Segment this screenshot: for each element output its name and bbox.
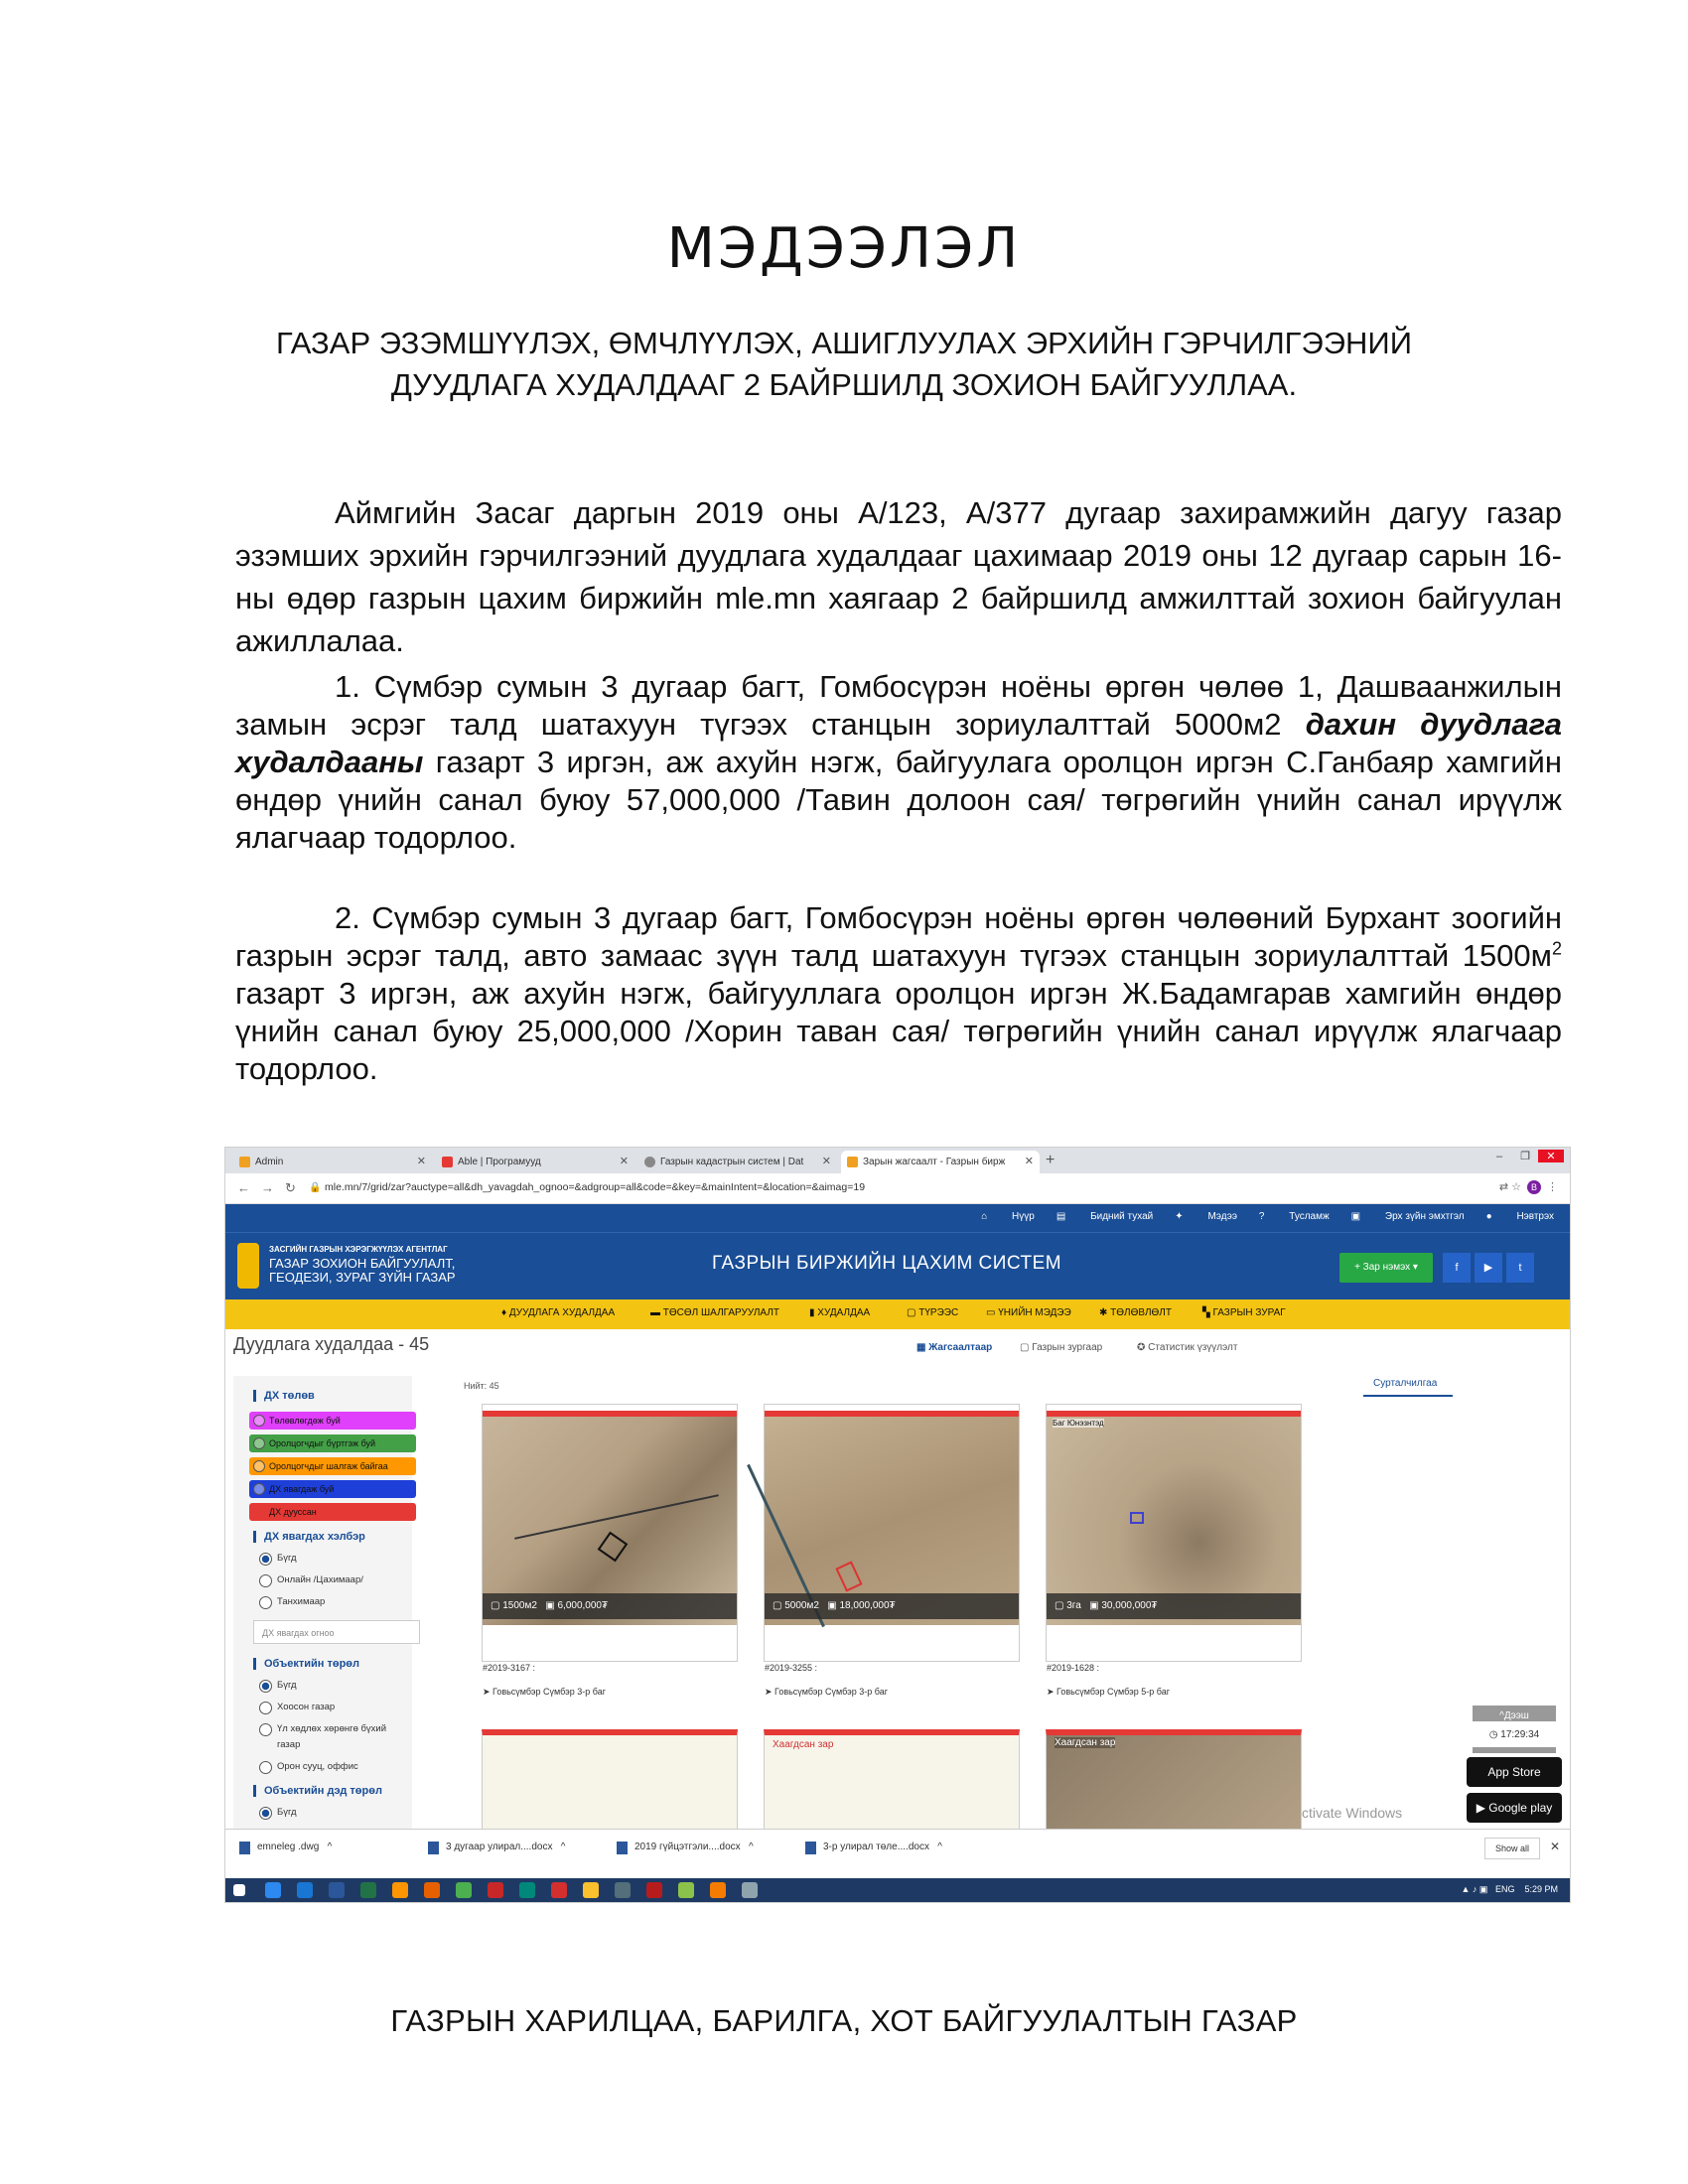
parcel-outline — [835, 1561, 862, 1591]
site-title: ГАЗРЫН БИРЖИЙН ЦАХИМ СИСТЕМ — [712, 1253, 1062, 1274]
profile-avatar[interactable]: B — [1527, 1180, 1541, 1194]
acrobat-icon[interactable] — [551, 1882, 567, 1898]
back-icon[interactable]: ← — [237, 1180, 250, 1195]
menu-dots-icon[interactable]: ⋮ — [1547, 1181, 1558, 1193]
scroll-top-clock[interactable] — [1473, 1706, 1556, 1753]
youtube-icon[interactable]: ▶ — [1475, 1253, 1502, 1283]
status-dot — [253, 1437, 265, 1449]
browser-tab-admin[interactable] — [233, 1151, 432, 1173]
app-icon[interactable] — [710, 1882, 726, 1898]
superscript-2: 2 — [1551, 938, 1562, 959]
radio-object-apartment[interactable]: Орон сууц, оффис — [259, 1761, 358, 1772]
menu-auction[interactable]: ♦ ДУУДЛАГА ХУДАЛДАА — [501, 1307, 616, 1318]
radio-form-online[interactable]: Онлайн /Цахимаар/ — [259, 1574, 363, 1585]
document-subtitle — [228, 323, 1460, 406]
main-menu — [225, 1299, 1570, 1329]
app-icon[interactable] — [519, 1882, 535, 1898]
chrome-icon[interactable] — [456, 1882, 472, 1898]
app-icon[interactable] — [678, 1882, 694, 1898]
add-listing-button[interactable]: + Зар нэмэх ▾ — [1339, 1253, 1433, 1283]
advertising-tab[interactable]: Сурталчилгаа — [1363, 1378, 1453, 1397]
radio-object-all[interactable]: Бүгд — [259, 1680, 297, 1691]
closed-listing-label: Хаагдсан зар — [1055, 1737, 1116, 1748]
status-dot — [253, 1483, 265, 1495]
filter-status-heading: ДХ төлөв — [253, 1390, 315, 1402]
status-dot — [253, 1460, 265, 1472]
paragraph-item-1 — [235, 668, 1562, 857]
radio-form-all[interactable]: Бүгд — [259, 1553, 297, 1564]
browser-tab-listings[interactable] — [841, 1151, 1040, 1173]
new-tab-button[interactable]: + — [1046, 1152, 1055, 1168]
paragraph-intro — [235, 491, 1562, 662]
windows-taskbar — [225, 1878, 1570, 1902]
paragraph-intro-text: Аймгийн Засаг даргын 2019 оны А/123, А/377 дугаар захирамжийн дагуу газар эзэмших эрхийн гэрчилгээний дуудлага худалдааг цахимаар 2019 оны 12 дугаар сарын 16-ны өдөр газрын цахим биржийн mle.mn хаягаар 2 байршилд амжилттай зохион байгуулан ажиллалаа. — [235, 495, 1562, 658]
app-icon[interactable] — [583, 1882, 599, 1898]
radio-object-real-estate-cont: газар — [277, 1739, 301, 1750]
tab-label: Admin — [255, 1157, 284, 1167]
status-planning[interactable]: Төлөвлөгдөж буй — [249, 1412, 416, 1430]
app-icon[interactable] — [297, 1882, 313, 1898]
google-play-badge[interactable]: ▶ Google play — [1467, 1793, 1562, 1823]
forward-icon[interactable]: → — [261, 1180, 274, 1195]
app-icon[interactable] — [392, 1882, 408, 1898]
menu-land-map[interactable]: ▚ ГАЗРЫН ЗУРАГ — [1202, 1307, 1286, 1318]
tab-label: Газрын кадастрын систем | Dat — [660, 1157, 804, 1167]
paragraph-item-2 — [235, 899, 1562, 1088]
filter-form-heading: ДХ явагдах хэлбэр — [253, 1531, 365, 1543]
menu-sale[interactable]: ▮ ХУДАЛДАА — [809, 1307, 871, 1318]
download-item[interactable]: 3-р улирал төле....docx ^ — [805, 1842, 942, 1852]
filter-subtype-heading: Объектийн дэд төрөл — [253, 1785, 382, 1797]
listing-code: #2019-3167 : — [483, 1663, 536, 1673]
app-icon[interactable] — [488, 1882, 503, 1898]
status-in-progress[interactable]: ДХ явагдаж буй — [249, 1480, 416, 1498]
listing-card[interactable] — [764, 1404, 1020, 1697]
radio-form-hall[interactable]: Танхимаар — [259, 1596, 325, 1607]
document-footer: ГАЗРЫН ХАРИЛЦАА, БАРИЛГА, ХОТ БАЙГУУЛАЛТЫН ГАЗАР — [390, 2003, 1298, 2038]
site-header — [225, 1232, 1570, 1300]
download-bar — [225, 1829, 1570, 1869]
listing-location: ➤ Говьсүмбэр Сүмбэр 3-р баг — [765, 1687, 889, 1697]
menu-price-info[interactable]: ▭ ҮНИЙН МЭДЭЭ — [986, 1307, 1071, 1318]
facebook-icon[interactable]: f — [1443, 1253, 1471, 1283]
listing-caption: ▢ 1500м2 ▣ 6,000,000₮ — [483, 1593, 737, 1619]
listing-code: #2019-1628 : — [1047, 1663, 1100, 1673]
listing-location: ➤ Говьсүмбэр Сүмбэр 3-р баг — [483, 1687, 607, 1697]
toplink-home[interactable]: ⌂ Нүүр — [981, 1211, 1035, 1222]
close-icon[interactable]: ✕ — [821, 1156, 831, 1167]
toplink-login[interactable]: ● Нэвтрэх — [1485, 1211, 1554, 1222]
close-icon[interactable]: ✕ — [1549, 1840, 1560, 1853]
auction-date-input[interactable]: ДХ явагдах огноо — [253, 1620, 420, 1644]
listing-code: #2019-3255 : — [765, 1663, 818, 1673]
reload-icon[interactable]: ↻ — [285, 1180, 296, 1195]
menu-planning[interactable]: ✱ ТӨЛӨВЛӨЛТ — [1099, 1307, 1172, 1318]
toplink-news[interactable]: ✦ Мэдээ — [1175, 1211, 1237, 1222]
listing-tag: Баг Юнэзнтэд — [1053, 1419, 1104, 1428]
window-controls — [1486, 1150, 1564, 1162]
download-item[interactable]: emneleg .dwg ^ — [239, 1842, 332, 1852]
browser-tab-able[interactable] — [436, 1151, 634, 1173]
minimize-icon[interactable]: – — [1495, 1151, 1503, 1162]
view-tab-stats[interactable]: ✪ Статистик үзүүлэлт — [1137, 1342, 1238, 1353]
url-field[interactable]: mle.mn/7/grid/zar?auctype=all&dh_yavagdah_ognoo=&adgroup=all&code=&key=&mainIntent=&location=&aimag=19 — [325, 1181, 866, 1193]
close-icon[interactable]: ✕ — [619, 1156, 629, 1167]
browser-tab-bar — [225, 1148, 1570, 1173]
closed-listing-label: Хаагдсан зар — [773, 1739, 834, 1750]
address-bar — [225, 1173, 1570, 1204]
maximize-icon[interactable]: ❐ — [1520, 1151, 1530, 1162]
star-icon[interactable]: ☆ — [1511, 1181, 1521, 1193]
listing-caption: ▢ 5000м2 ▣ 18,000,000₮ — [765, 1593, 1019, 1619]
item-2-text-end: газарт 3 иргэн, аж ахуйн нэгж, байгууллага оролцон иргэн Ж.Бадамгарав хамгийн өндөр үнийн санал буюу 25,000,000 /Хорин таван сая/ төгрөгийн үнийн санал ирүүлж ялагчаар тодорлоо. — [235, 976, 1562, 1086]
toplink-about[interactable]: ▤ Бидний тухай — [1055, 1211, 1154, 1222]
lock-icon: 🔒 — [309, 1182, 322, 1193]
item-1-emphasis: дахин дуудлага худалдааны — [235, 707, 1562, 779]
site-top-links — [225, 1204, 1570, 1232]
org-agency-label: ЗАСГИЙН ГАЗРЫН ХЭРЭГЖҮҮЛЭХ АГЕНТЛАГ — [269, 1245, 448, 1254]
menu-project-selection[interactable]: ▬ ТӨСӨЛ ШАЛГАРУУЛАЛТ — [650, 1307, 779, 1318]
word-icon[interactable] — [329, 1882, 345, 1898]
view-tab-list[interactable]: ▦ Жагсаалтаар — [916, 1342, 993, 1353]
activate-windows-watermark: ctivate Windows — [1302, 1805, 1403, 1821]
document-title: МЭДЭЭЛЭЛ — [666, 216, 1022, 281]
results-count: Нийт: 45 — [464, 1381, 499, 1391]
close-window-icon[interactable]: ✕ — [1538, 1150, 1564, 1162]
status-registering[interactable]: Оролцогчдыг бүртгэж буй — [249, 1434, 416, 1452]
close-icon[interactable]: ✕ — [1024, 1156, 1034, 1167]
firefox-icon[interactable] — [424, 1882, 440, 1898]
excel-icon[interactable] — [360, 1882, 376, 1898]
admin-tab-icon — [239, 1157, 250, 1167]
globe-icon — [644, 1157, 655, 1167]
listing-card[interactable] — [1046, 1729, 1302, 1836]
toplink-legal[interactable]: ▣ Эрх зүйн эмхтгэл — [1350, 1211, 1465, 1222]
radio-subtype-all[interactable]: Бүгд — [259, 1807, 297, 1818]
clock-display: ◷ 17:29:34 — [1473, 1721, 1556, 1747]
start-icon[interactable] — [233, 1884, 245, 1896]
filter-sidebar — [233, 1376, 412, 1852]
embedded-screenshot — [224, 1147, 1571, 1903]
subtitle-line-2: ДУУДЛАГА ХУДАЛДААГ 2 БАЙРШИЛД ЗОХИОН БАЙГУУЛЛАА. — [390, 367, 1298, 402]
scroll-top-button[interactable]: ^Дээш — [1499, 1710, 1529, 1721]
emblem-logo — [237, 1243, 259, 1289]
download-item[interactable]: 3 дугаар улирал....docx ^ — [428, 1842, 566, 1852]
view-tab-map[interactable]: ▢ Газрын зургаар — [1020, 1342, 1103, 1353]
filter-object-heading: Объектийн төрөл — [253, 1658, 359, 1670]
radio-object-empty-land[interactable]: Хоосон газар — [259, 1702, 335, 1712]
item-1-text-start: 1. Сүмбэр сумын 3 дугаар багт, Гомбосүрэн ноёны өргөн чөлөө 1, Дашваанжилын замын эсрэг талд шатахуун түгээх станцын зориулалттай 5000м2 — [235, 669, 1562, 742]
item-2-text-start: 2. Сүмбэр сумын 3 дугаар багт, Гомбосүрэн ноёны өргөн чөлөөний Бурхант зоогийн газрын эсрэг талд, авто замаас зүүн талд шатахуун түгээх станцын зориулалттай 1500м — [235, 900, 1562, 973]
app-store-badge[interactable]: App Store — [1467, 1757, 1562, 1787]
listing-card[interactable] — [482, 1729, 738, 1836]
tab-label: Зарын жагсаалт - Газрын бирж — [863, 1157, 1006, 1167]
listing-card[interactable] — [764, 1729, 1020, 1836]
listing-caption: ▢ 3га ▣ 30,000,000₮ — [1047, 1593, 1301, 1619]
radio-object-real-estate[interactable]: Үл хөдлөх хөрөнгө бүхий — [259, 1723, 386, 1734]
show-all-button[interactable]: Show all — [1484, 1838, 1540, 1859]
item-1-text-end: газарт 3 иргэн, аж ахуйн нэгж, байгуулага оролцон иргэн С.Ганбаяр хамгийн өндөр үнийн санал буюу 57,000,000 /Тавин долоон сая/ төгрөгийн үнийн санал ирүүлж ялагчаар тодорлоо. — [235, 745, 1562, 855]
listing-card[interactable] — [1046, 1404, 1302, 1697]
org-name: ГАЗАР ЗОХИОН БАЙГУУЛАЛТ, ГЕОДЕЗИ, ЗУРАГ ЗҮЙН ГАЗАР — [269, 1256, 456, 1285]
close-icon[interactable]: ✕ — [416, 1156, 426, 1167]
listing-card[interactable] — [482, 1404, 738, 1697]
status-finished[interactable]: ДХ дууссан — [249, 1503, 416, 1521]
tab-label: Able | Програмууд — [458, 1157, 541, 1167]
status-dot — [253, 1415, 265, 1427]
system-tray: ▲ ♪ ▣ ENG 5:29 PM — [1461, 1884, 1558, 1894]
app-icon[interactable] — [646, 1882, 662, 1898]
subtitle-line-1: ГАЗАР ЭЗЭМШҮҮЛЭХ, ӨМЧЛҮҮЛЭХ, АШИГЛУУЛАХ ЭРХИЙН ГЭРЧИЛГЭЭНИЙ — [276, 326, 1412, 360]
road-line — [514, 1494, 719, 1540]
listing-location: ➤ Говьсүмбэр Сүмбэр 5-р баг — [1047, 1687, 1171, 1697]
browser-tab-cadastre[interactable] — [638, 1151, 837, 1173]
toplink-help[interactable]: ? Тусламж — [1258, 1211, 1330, 1222]
parcel-outline — [1130, 1512, 1144, 1524]
parcel-outline — [598, 1532, 629, 1563]
app-icon[interactable] — [615, 1882, 631, 1898]
page-heading: Дуудлага худалдаа - 45 — [233, 1334, 430, 1354]
download-item[interactable]: 2019 гүйцэтгэли....docx ^ — [617, 1842, 754, 1852]
menu-rent[interactable]: ▢ ТҮРЭЭС — [907, 1307, 959, 1318]
app-icon[interactable] — [742, 1882, 758, 1898]
translate-icon[interactable]: ⇄ — [1498, 1181, 1509, 1193]
address-actions — [1499, 1180, 1558, 1194]
app-icon[interactable] — [265, 1882, 281, 1898]
site-tab-icon — [847, 1157, 858, 1167]
able-tab-icon — [442, 1157, 453, 1167]
twitter-icon[interactable]: t — [1506, 1253, 1534, 1283]
status-checking[interactable]: Оролцогчдыг шалгаж байгаа — [249, 1457, 416, 1475]
